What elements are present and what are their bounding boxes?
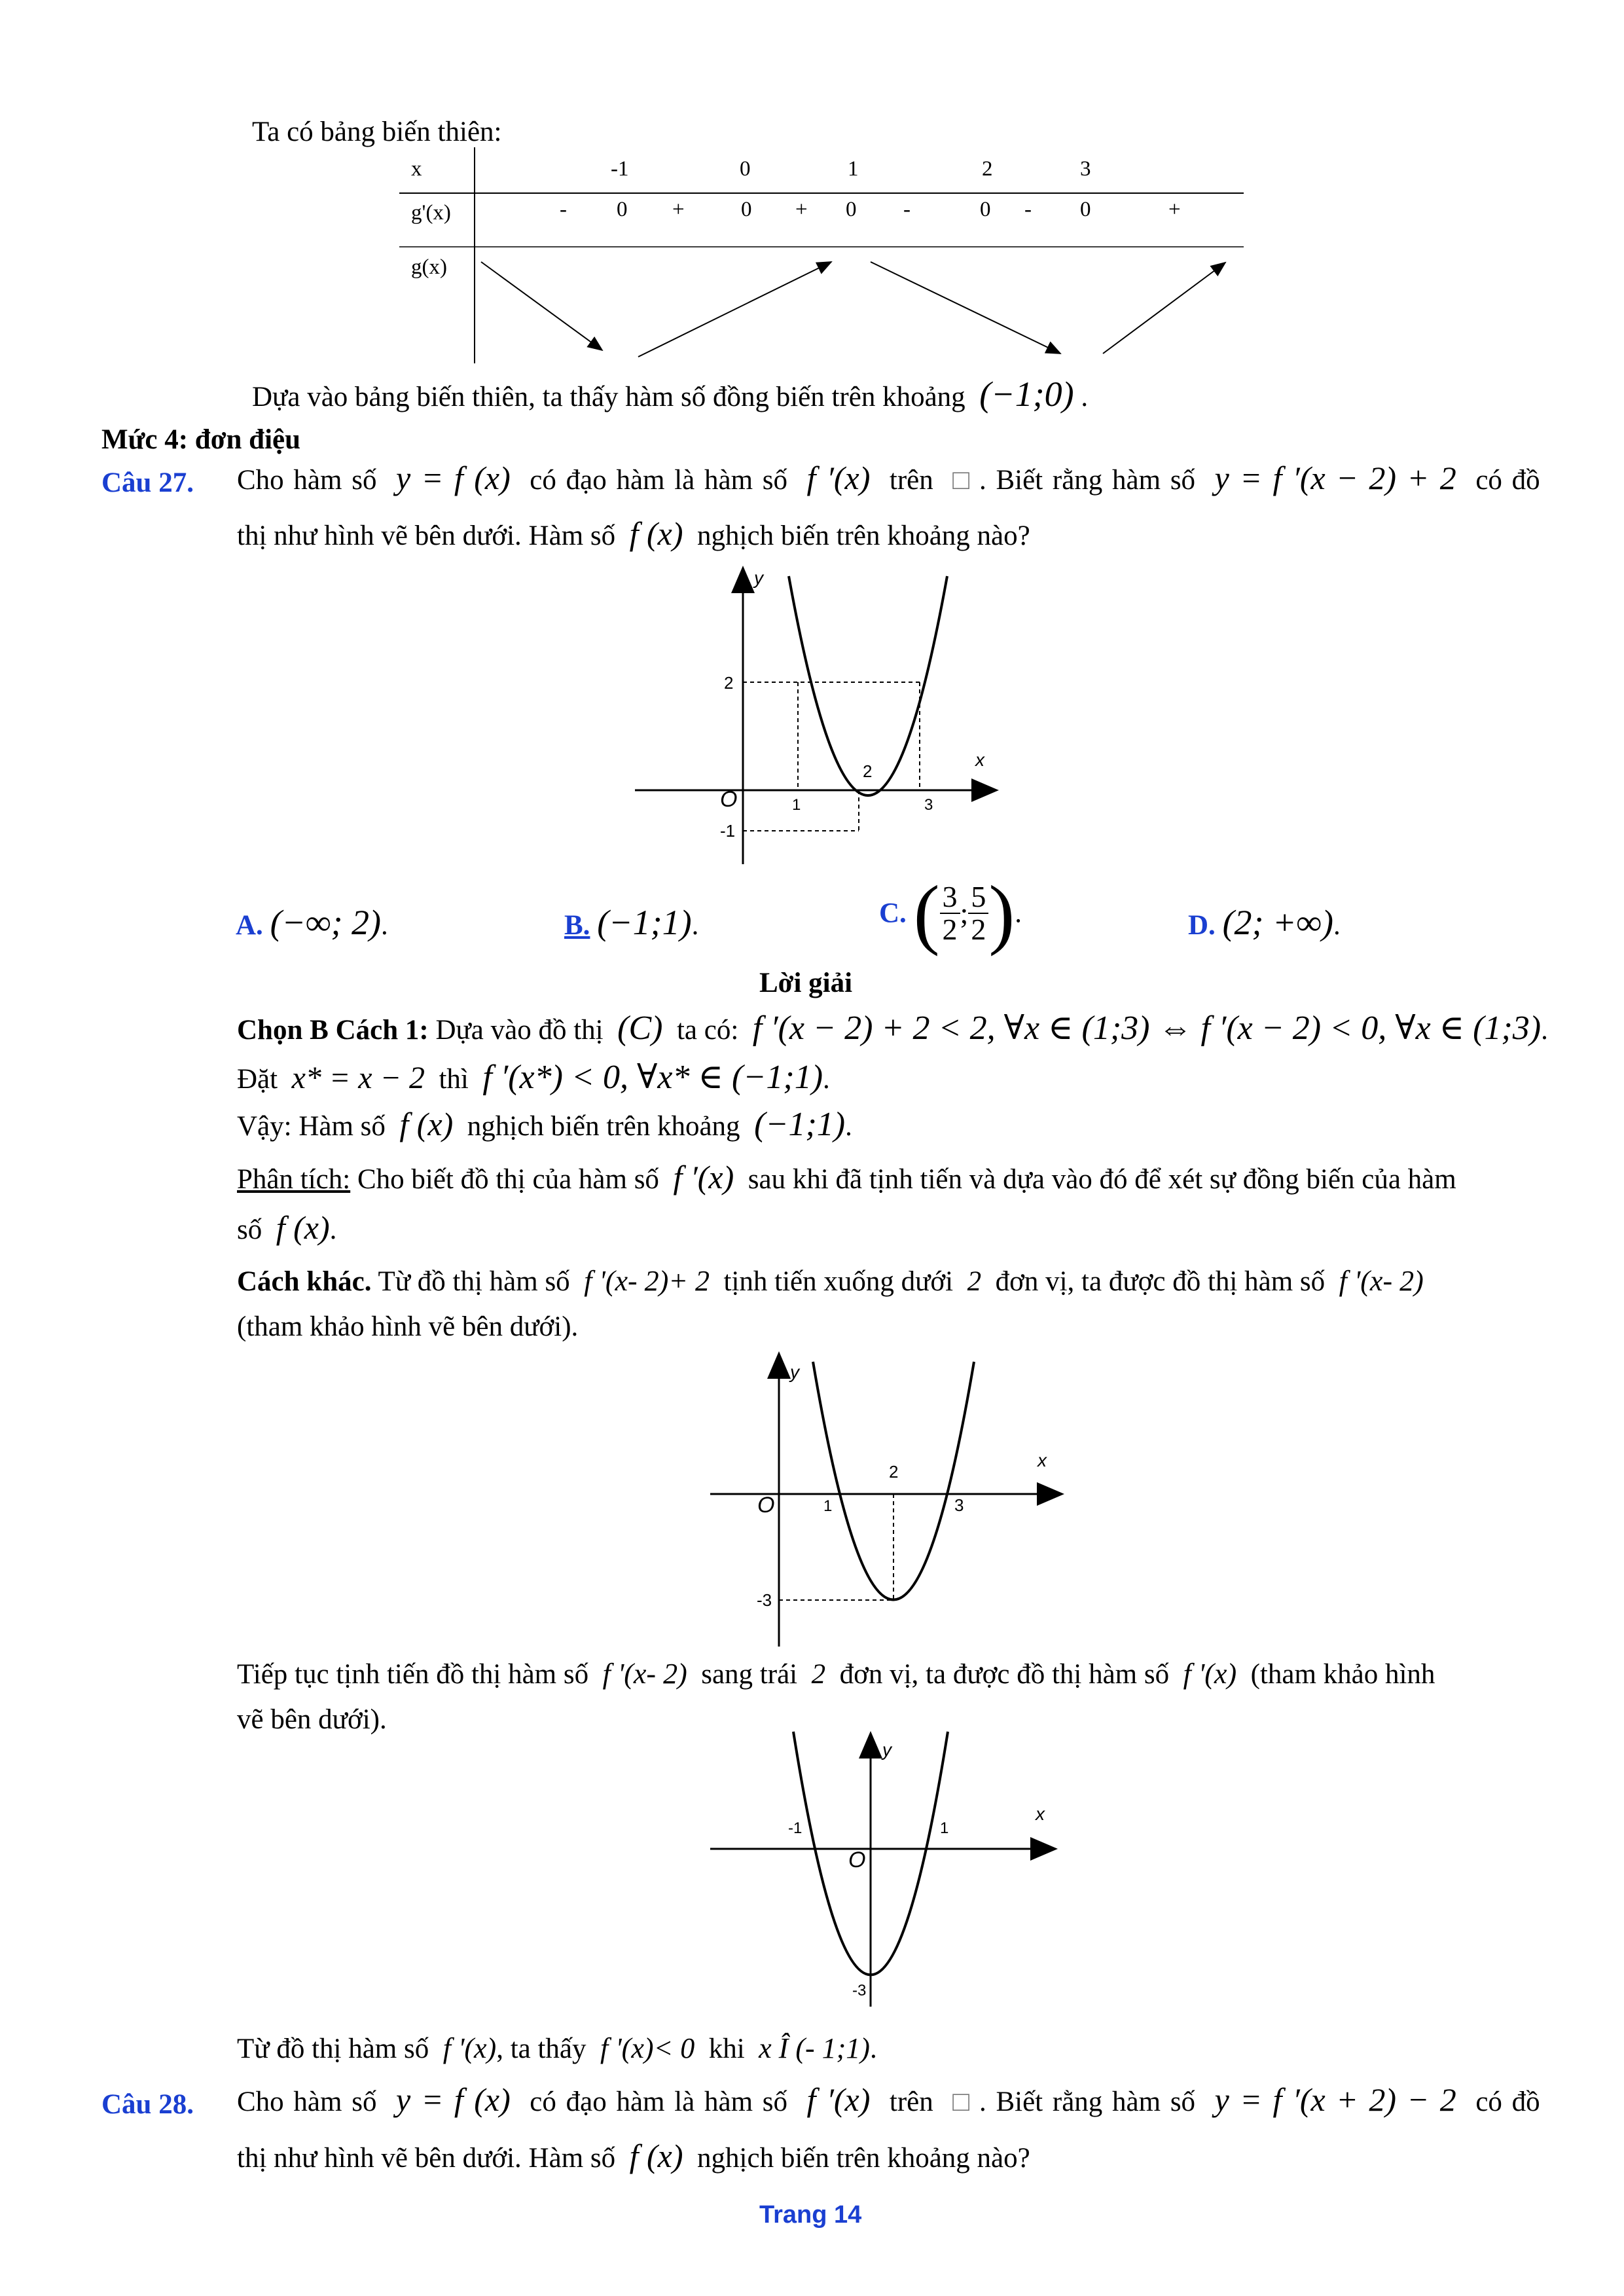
- graph-3: [707, 1728, 1074, 2016]
- reals-symbol: □: [952, 465, 970, 496]
- math: f '(x- 2): [602, 1658, 687, 1690]
- math: f '(x): [442, 2032, 497, 2064]
- q27-line2: [237, 517, 1030, 550]
- text: Dựa vào đồ thị: [435, 1015, 604, 1046]
- option-letter: A.: [236, 910, 263, 941]
- solution-line-1: [237, 1011, 1548, 1046]
- math: f (x): [276, 1209, 330, 1246]
- x-value: 1: [848, 157, 859, 181]
- fraction-numerator: 3: [940, 881, 960, 914]
- continue-line-1: [237, 1660, 1435, 1688]
- text: sau khi đã tịnh tiến và dựa vào đó để xét sự đồng biến của hàm: [748, 1164, 1456, 1195]
- text: nghịch biến trên khoảng nào?: [697, 520, 1030, 551]
- option-letter: D.: [1188, 910, 1216, 941]
- tick-label: 1: [823, 1497, 833, 1515]
- bold-label: Chọn B Cách 1:: [237, 1015, 429, 1046]
- text: thì: [439, 1064, 469, 1095]
- sign: 0: [1080, 198, 1091, 221]
- text: sang trái: [701, 1659, 798, 1690]
- text: .: [329, 1214, 337, 1245]
- g-increase-arrow: [1103, 263, 1225, 354]
- text: Từ đồ thị hàm số: [378, 1266, 570, 1297]
- tick-label: 2: [863, 761, 873, 781]
- text: Cho biết đồ thị của hàm số: [357, 1164, 659, 1195]
- option-value: (2; +∞): [1222, 903, 1333, 942]
- text: có đạo hàm là hàm số: [530, 2086, 788, 2117]
- text: trên: [889, 465, 933, 496]
- underlined-label: Phân tích:: [237, 1164, 351, 1195]
- tick-label: 1: [940, 1819, 949, 1837]
- x-value: 3: [1080, 157, 1091, 181]
- g-increase-arrow: [638, 262, 831, 357]
- g-decrease-arrow: [481, 262, 602, 350]
- text: . Biết rằng hàm số: [979, 2086, 1196, 2117]
- text: có đồ: [1475, 2086, 1540, 2117]
- math: x Î (- 1;1): [759, 2032, 870, 2064]
- option-value: (−1;1): [597, 903, 692, 942]
- g-decrease-arrow: [871, 262, 1060, 354]
- math: y = f (x): [395, 460, 511, 496]
- text: Tiếp tục tịnh tiến đồ thị hàm số: [237, 1659, 589, 1690]
- text: tịnh tiến xuống dưới: [723, 1266, 954, 1297]
- math: f ′(x): [806, 2081, 871, 2118]
- tick-label: -3: [757, 1590, 772, 1610]
- analysis-line-1: [237, 1161, 1456, 1194]
- row-label-x: x: [411, 157, 422, 181]
- y-axis-label: y: [754, 568, 763, 588]
- math: f '(x- 2): [1339, 1265, 1424, 1297]
- graph-1: [628, 563, 1008, 871]
- x-axis-label: x: [1036, 1804, 1045, 1824]
- separator: ;: [960, 896, 969, 930]
- text: số: [237, 1214, 262, 1245]
- option-b[interactable]: [564, 905, 698, 940]
- continue-line-2: vẽ bên dưới).: [237, 1704, 387, 1735]
- text: nghịch biến trên khoảng nào?: [697, 2143, 1030, 2174]
- math: x* = x − 2: [291, 1061, 425, 1095]
- fraction-denominator: 2: [971, 913, 986, 946]
- page-number: Trang 14: [759, 2201, 862, 2229]
- fraction-numerator: 5: [968, 881, 988, 914]
- option-end: .: [380, 910, 388, 941]
- math: f (x): [399, 1106, 454, 1142]
- text: Đặt: [237, 1064, 278, 1095]
- text: đơn vị, ta được đồ thị hàm số: [839, 1659, 1170, 1690]
- math: f '(x- 2)+ 2: [584, 1265, 710, 1297]
- math: f ′(x): [806, 460, 871, 496]
- sign: 0: [980, 198, 991, 221]
- tick-label: 1: [792, 796, 801, 814]
- question-28-label: Câu 28.: [101, 2089, 194, 2120]
- other-method-line-1: [237, 1267, 1424, 1296]
- text: thị như hình vẽ bên dưới. Hàm số: [237, 2143, 616, 2174]
- solution-line-2: [237, 1061, 830, 1095]
- sign: -: [903, 198, 911, 221]
- sign: +: [795, 198, 808, 221]
- text: . Biết rằng hàm số: [979, 465, 1196, 496]
- text: đơn vị, ta được đồ thị hàm số: [995, 1266, 1326, 1297]
- x-value: 2: [982, 157, 993, 181]
- math: y = f ′(x − 2) + 2: [1214, 460, 1456, 496]
- tick-label: -1: [720, 821, 736, 841]
- math: f '(x)< 0: [600, 2032, 695, 2064]
- q28-line1: [237, 2083, 1540, 2116]
- math: (C): [617, 1010, 663, 1047]
- origin-label: O: [757, 1493, 775, 1518]
- text: Cho hàm số: [237, 465, 377, 496]
- math: f (x): [629, 515, 683, 552]
- text: thị như hình vẽ bên dưới. Hàm số: [237, 520, 616, 551]
- conclusion-text: Dựa vào bảng biến thiên, ta thấy hàm số đồng biến trên khoảng: [252, 382, 965, 412]
- math: f (x): [629, 2138, 683, 2174]
- text: Vậy: Hàm số: [237, 1111, 386, 1142]
- solution-heading: Lời giải: [759, 968, 853, 998]
- table-conclusion: [252, 376, 1088, 412]
- tick-label: -3: [852, 1982, 867, 1999]
- option-a[interactable]: [236, 905, 388, 940]
- sign: 0: [741, 198, 752, 221]
- text: , ta thấy: [496, 2033, 586, 2064]
- option-end: .: [691, 910, 699, 941]
- option-end: .: [1333, 910, 1341, 941]
- conclusion-end: .: [1081, 382, 1089, 412]
- tick-label: 2: [724, 673, 734, 693]
- text: có đồ: [1475, 465, 1540, 496]
- text: .: [869, 2033, 877, 2064]
- bold-label: Cách khác.: [237, 1266, 372, 1297]
- y-axis-label: y: [882, 1740, 892, 1760]
- x-axis-label: x: [1038, 1450, 1047, 1470]
- math: f ′(x − 2) + 2 < 2, ∀x ∈ (1;3) ⇔ f ′(x − 2) < 0, ∀x ∈ (1;3): [752, 1010, 1542, 1047]
- y-axis-label: y: [790, 1362, 799, 1382]
- text: nghịch biến trên khoảng: [467, 1111, 740, 1142]
- tick-label: 2: [889, 1462, 899, 1482]
- tick-label: 3: [954, 1495, 964, 1515]
- q28-line2: [237, 2140, 1030, 2172]
- option-value: (−∞; 2): [270, 903, 381, 942]
- q27-line1: [237, 462, 1540, 494]
- option-c[interactable]: C. ( $\frac{3}{2}$ ; $\frac{5}{2}$ ).: [879, 869, 1022, 957]
- fraction-denominator: 2: [942, 913, 958, 946]
- row-label-gprime: g'(x): [411, 201, 451, 225]
- x-value: 0: [740, 157, 751, 181]
- x-value: -1: [611, 157, 629, 181]
- text: .: [823, 1064, 830, 1095]
- option-letter: B.: [564, 910, 590, 941]
- sign: -: [560, 198, 567, 221]
- table-heading: Ta có bảng biến thiên:: [252, 117, 502, 147]
- math: y = f ′(x + 2) − 2: [1214, 2081, 1456, 2118]
- reals-symbol: □: [952, 2086, 970, 2117]
- option-letter: C.: [879, 898, 907, 929]
- variation-table-grid: [399, 147, 1250, 370]
- text: trên: [889, 2086, 933, 2117]
- graph-2: [707, 1349, 1074, 1656]
- option-d[interactable]: [1188, 905, 1341, 940]
- math: 2: [811, 1659, 826, 1690]
- analysis-line-2: [237, 1211, 336, 1244]
- x-axis-label: x: [975, 750, 984, 770]
- text: có đạo hàm là hàm số: [530, 465, 788, 496]
- text: ta có:: [676, 1015, 739, 1046]
- origin-label: O: [848, 1848, 866, 1872]
- text: (tham khảo hình: [1250, 1659, 1435, 1690]
- tick-label: -1: [788, 1819, 803, 1837]
- math: f ′(x): [673, 1159, 734, 1195]
- sign: 0: [617, 198, 628, 221]
- text: .: [1541, 1015, 1548, 1046]
- text: Cho hàm số: [237, 2086, 377, 2117]
- math: 2: [967, 1266, 982, 1297]
- math: y = f (x): [395, 2081, 511, 2118]
- solution-line-3: [237, 1108, 852, 1142]
- option-end: .: [1015, 898, 1022, 929]
- sign: -: [1024, 198, 1032, 221]
- text: Từ đồ thị hàm số: [237, 2033, 429, 2064]
- row-label-g: g(x): [411, 255, 447, 279]
- final-line: [237, 2034, 877, 2063]
- text: khi: [708, 2033, 745, 2064]
- section-heading: Mức 4: đơn điệu: [101, 424, 301, 455]
- sign: 0: [846, 198, 857, 221]
- sign: +: [1168, 198, 1181, 221]
- other-method-line-2: (tham khảo hình vẽ bên dưới).: [237, 1311, 579, 1342]
- math: f '(x): [1183, 1658, 1237, 1690]
- question-27-label: Câu 27.: [101, 467, 194, 498]
- sign: +: [672, 198, 685, 221]
- tick-label: 3: [924, 796, 933, 814]
- origin-label: O: [720, 787, 738, 812]
- math: f ′(x*) < 0, ∀x* ∈ (−1;1): [482, 1059, 823, 1096]
- math: (−1;1): [754, 1106, 846, 1143]
- text: .: [845, 1111, 852, 1142]
- conclusion-interval: (−1;0): [979, 374, 1074, 414]
